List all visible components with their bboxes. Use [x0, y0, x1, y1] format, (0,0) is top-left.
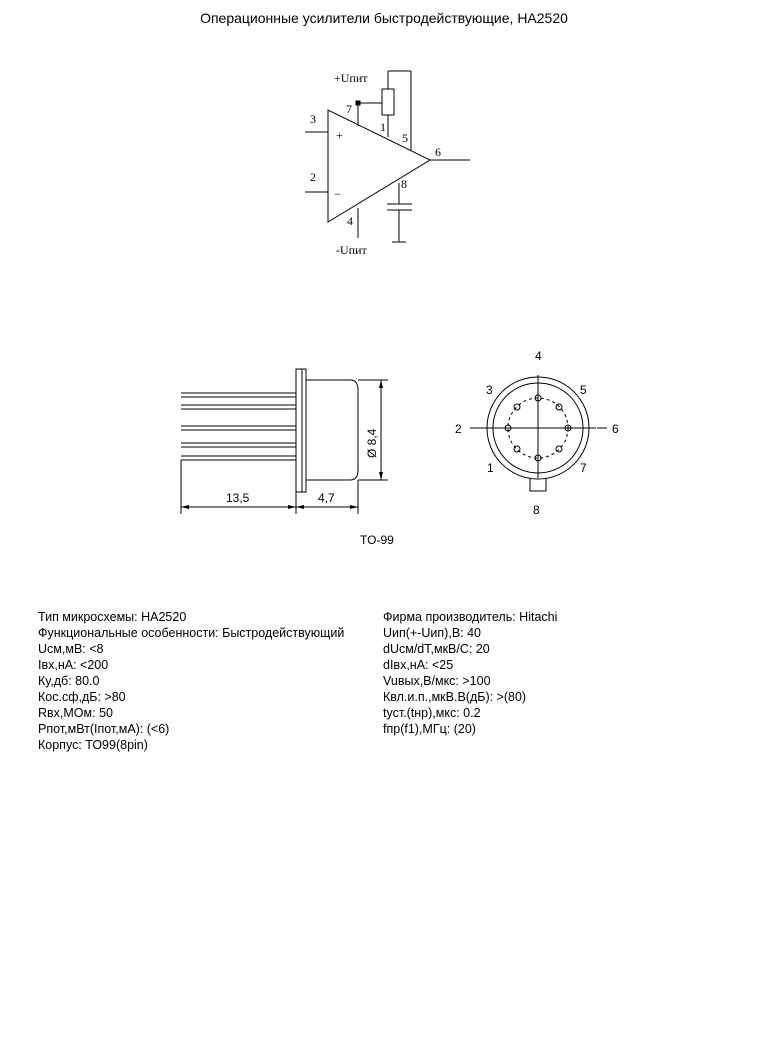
spec-line: tуст.(tнр),мкс: 0.2	[383, 706, 481, 720]
opamp-triangle	[328, 110, 430, 222]
pkg-pin-4: 4	[535, 349, 542, 363]
plus-sign: +	[336, 128, 343, 142]
spec-line: Функциональные особенности: Быстродействующий	[38, 626, 345, 640]
spec-line: Рпот,мВт(Iпот,мА): (<6)	[38, 722, 170, 736]
spec-line: Iвх,нА: <200	[38, 658, 109, 672]
spec-line: Тип микросхемы: HA2520	[38, 610, 187, 624]
sch-pin-2: 2	[310, 170, 316, 184]
sch-pin-1: 1	[380, 120, 386, 134]
sch-pin-3: 3	[310, 112, 316, 126]
pkg-pin-3: 3	[486, 383, 493, 397]
package-side-view	[181, 369, 388, 514]
minus-sign: −	[334, 187, 341, 201]
sch-pin-7: 7	[346, 102, 352, 116]
spec-line: dIвх,нА: <25	[383, 658, 454, 672]
supply-pos-label: +Uпит	[334, 71, 368, 85]
spec-line: Корпус: ТО99(8pin)	[38, 738, 148, 752]
spec-line: Uип(+-Uип),В: 40	[383, 626, 482, 640]
spec-line: Uсм,мВ: <8	[38, 642, 104, 656]
pkg-pin-7: 7	[580, 461, 587, 475]
pkg-pin-5: 5	[580, 383, 587, 397]
pkg-pin-1: 1	[487, 461, 494, 475]
dim-length: 13,5	[226, 491, 250, 505]
sch-pin-8: 8	[401, 177, 407, 191]
pkg-pin-6: 6	[612, 422, 619, 436]
opamp-schematic	[305, 71, 470, 242]
specs-left-column	[38, 609, 344, 753]
spec-line: dUсм/dT,мкВ/С: 20	[383, 642, 490, 656]
dim-body: 4,7	[318, 491, 335, 505]
package-name: TO-99	[360, 533, 394, 547]
spec-line: Rвх,МОм: 50	[38, 706, 113, 720]
pkg-pin-8: 8	[533, 503, 540, 517]
pkg-pin-2: 2	[455, 422, 462, 436]
spec-line: Фирма производитель: Hitachi	[383, 610, 558, 624]
sch-pin-6: 6	[435, 145, 441, 159]
spec-line: Кос.сф,дБ: >80	[38, 690, 126, 704]
spec-line: Vuвых,В/мкс: >100	[383, 674, 491, 688]
spec-line: Ку,дб: 80.0	[38, 674, 100, 688]
spec-line: fпр(f1),МГц: (20)	[383, 722, 476, 736]
specs-right-column	[383, 609, 557, 737]
sch-pin-4: 4	[347, 214, 353, 228]
spec-line: Квл.и.п.,мкВ.В(дБ): >(80)	[383, 690, 527, 704]
dim-diameter: Ø 8,4	[365, 428, 379, 458]
sch-pin-5: 5	[402, 131, 408, 145]
page-title: Операционные усилители быстродействующие, HA2520	[200, 10, 568, 26]
supply-neg-label: -Uпит	[336, 243, 367, 257]
